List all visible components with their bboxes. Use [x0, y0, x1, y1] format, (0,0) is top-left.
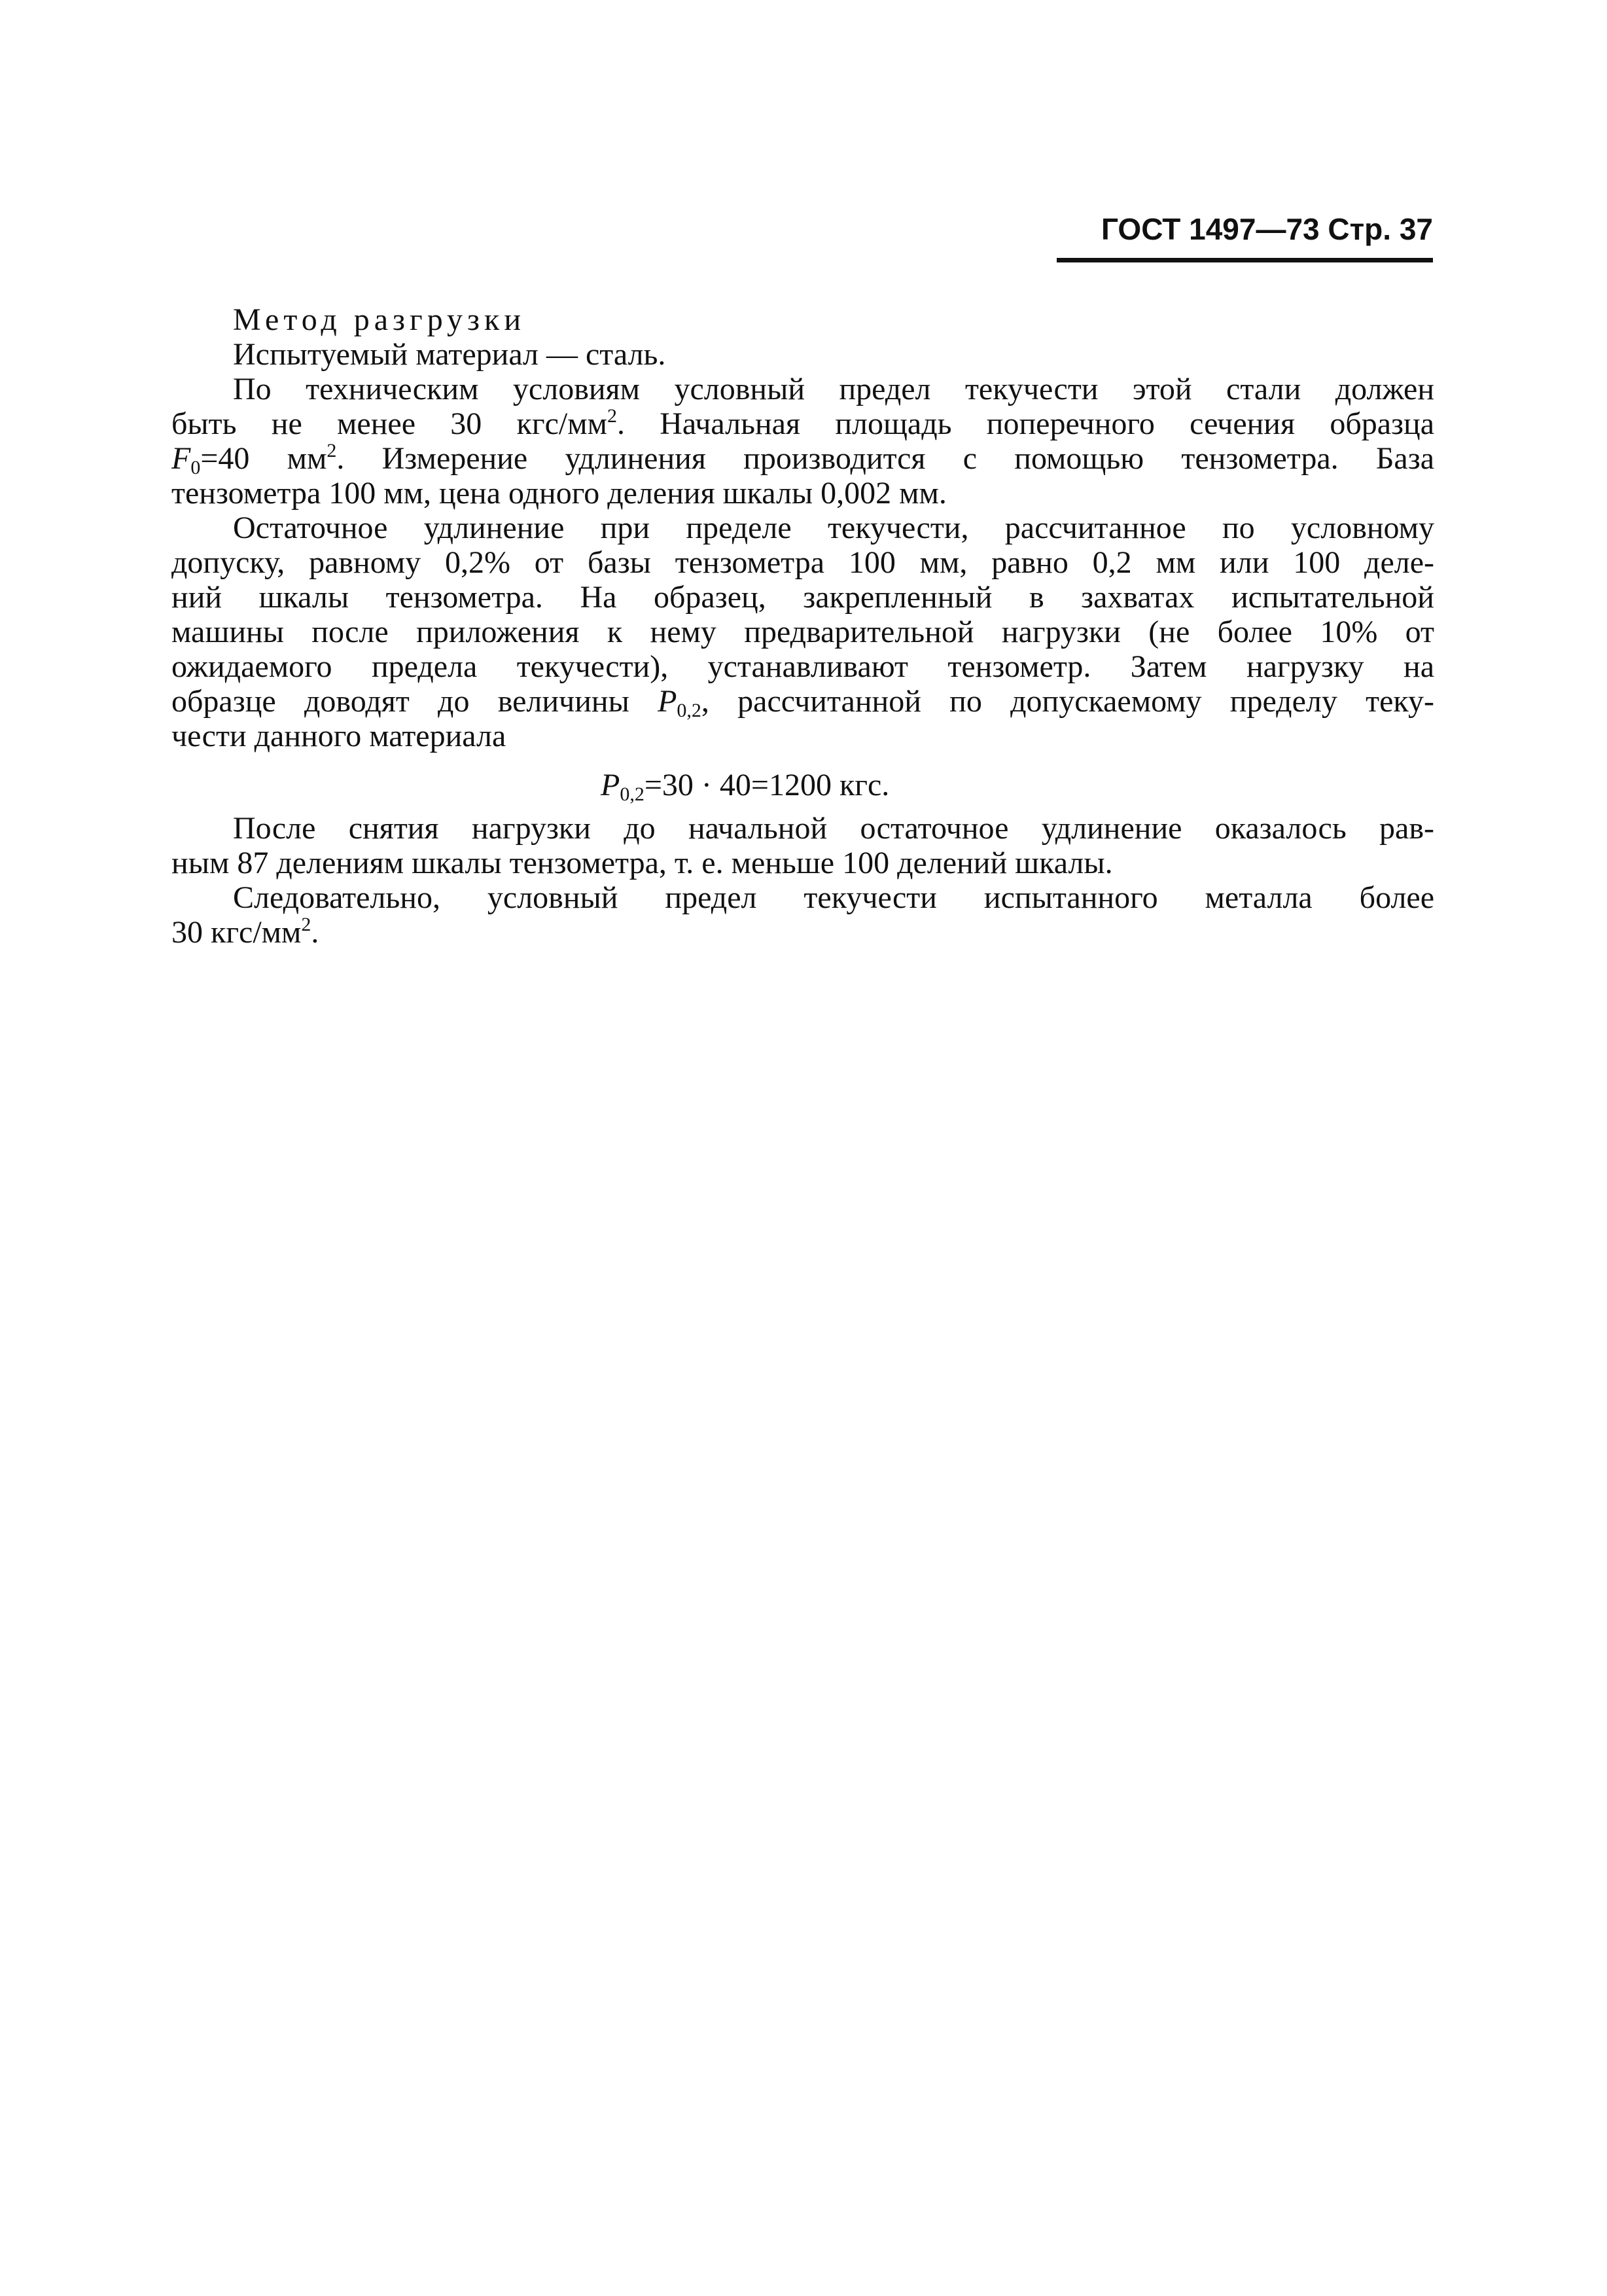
load-formula [171, 753, 1434, 806]
text-line: машины после приложения к нему предварительной нагрузки (не более 10% от [171, 615, 1434, 649]
paragraph-conditions [171, 372, 1434, 511]
text-line: После снятия нагрузки до начальной остаточное удлинение оказалось рав- [233, 811, 1434, 846]
formula-subscript: 0,2 [620, 783, 645, 805]
header-rule [1057, 258, 1433, 262]
text-line: тензометра 100 мм, цена одного деления шкалы 0,002 мм. [171, 476, 947, 511]
text-line: По техническим условиям условный предел текучести этой стали должен [233, 372, 1434, 406]
text-line: чести данного материала [171, 719, 506, 753]
material-line: Испытуемый материал — сталь. [233, 337, 666, 372]
text-line: быть не менее 30 кгс/$мм^2$. Начальная площадь поперечного сечения образца [171, 405, 1435, 441]
standard-number: ГОСТ 1497—73 [1101, 212, 1320, 246]
text-line: ным 87 делениям шкалы тензометра, т. е. меньше 100 делений шкалы. [171, 846, 1113, 880]
text-line: допуску, равному 0,2% от базы тензометра 100 мм, равно 0,2 мм или 100 делe- [171, 545, 1434, 580]
paragraph-result [171, 811, 1434, 880]
paragraph-method [171, 511, 1434, 753]
text-line: 30 кгс/$мм^2$. [171, 914, 319, 950]
document-body [171, 302, 1434, 950]
text-line: образце доводят до величины $P_{0,2}$, рассчитанной по допускаемому пределу теку- [171, 684, 1435, 721]
paragraph-conclusion [171, 880, 1434, 950]
text-line: ний шкалы тензометра. На образец, закрепленный в захватах испытательной [171, 580, 1434, 615]
text-line: Остаточное удлинение при пределе текучести, рассчитанное по условному [233, 511, 1434, 545]
text-line: Следовательно, условный предел текучести испытанного металла более [233, 880, 1434, 915]
text-line: $F_0=40$ $мм^2$. Измерение удлинения производится с помощью тензометра. База [171, 440, 1435, 478]
page-number: Стр. 37 [1328, 212, 1433, 246]
formula-variable: P [601, 768, 620, 802]
text-line: ожидаемого предела текучести), устанавливают тензометр. Затем нагрузку на [171, 649, 1434, 684]
page-header [916, 211, 1433, 247]
section-title: Метод разгрузки [233, 302, 526, 337]
formula-expression: =30 · 40=1200 кгс. [644, 768, 890, 802]
